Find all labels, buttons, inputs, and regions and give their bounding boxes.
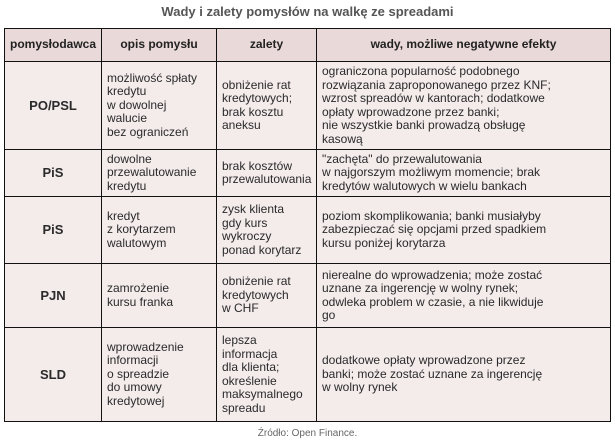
proposer-cell: PiS [5, 150, 102, 197]
table-row [5, 197, 611, 264]
description-cell: kredyt z korytarzem walutowym [102, 197, 217, 264]
header-cons: wady, możliwe negatywne efekty [317, 29, 611, 62]
pros-cell: obniżenie rat kredytowych w CHF [217, 264, 317, 328]
table-title: Wady i zalety pomysłów na walkę ze spreadami [161, 4, 454, 19]
source-note: Źródło: Open Finance. [257, 428, 358, 439]
cons-cell: poziom skomplikowania; banki musiałyby zabezpieczać się opcjami przed spadkiem kursu poniżej korytarza [317, 197, 611, 264]
proposer-cell: PJN [5, 264, 102, 328]
proposer-cell: SLD [5, 328, 102, 422]
table-row [5, 264, 611, 328]
pros-cell: obniżenie rat kredytowych; brak kosztu aneksu [217, 62, 317, 150]
description-cell: wprowadzenie informacji o spreadzie do umowy kredytowej [102, 328, 217, 422]
table-row [5, 150, 611, 197]
proposer-cell: PiS [5, 197, 102, 264]
cons-cell: nierealne do wprowadzenia; może zostać uznane za ingerencję w wolny rynek; odwleka problem w czasie, a nie likwiduje go [317, 264, 611, 328]
table-row [5, 328, 611, 422]
comparison-table [4, 28, 611, 422]
proposer-cell: PO/PSL [5, 62, 102, 150]
pros-cell: lepsza informacja dla klienta; określenie maksymalnego spreadu [217, 328, 317, 422]
description-cell: możliwość spłaty kredytu w dowolnej walucie bez ograniczeń [102, 62, 217, 150]
header-description: opis pomysłu [102, 29, 217, 62]
cons-cell: ograniczona popularność podobnego rozwiązania zaproponowanego przez KNF; wzrost spreadów w kantorach; dodatkowe opłaty wprowadzone przez banki; nie wszystkie banki prowadzą obsługę kasową [317, 62, 611, 150]
header-proposer: pomysłodawca [5, 29, 102, 62]
pros-cell: zysk klienta gdy kurs wykroczy ponad korytarz [217, 197, 317, 264]
description-cell: dowolne przewalutowanie kredytu [102, 150, 217, 197]
table-row [5, 62, 611, 150]
description-cell: zamrożenie kursu franka [102, 264, 217, 328]
header-pros: zalety [217, 29, 317, 62]
cons-cell: "zachęta" do przewalutowania w najgorszym możliwym momencie; brak kredytów walutowych w wielu bankach [317, 150, 611, 197]
cons-cell: dodatkowe opłaty wprowadzone przez banki; może zostać uznane za ingerencję w wolny rynek [317, 328, 611, 422]
header-row [5, 29, 611, 62]
pros-cell: brak kosztów przewalutowania [217, 150, 317, 197]
